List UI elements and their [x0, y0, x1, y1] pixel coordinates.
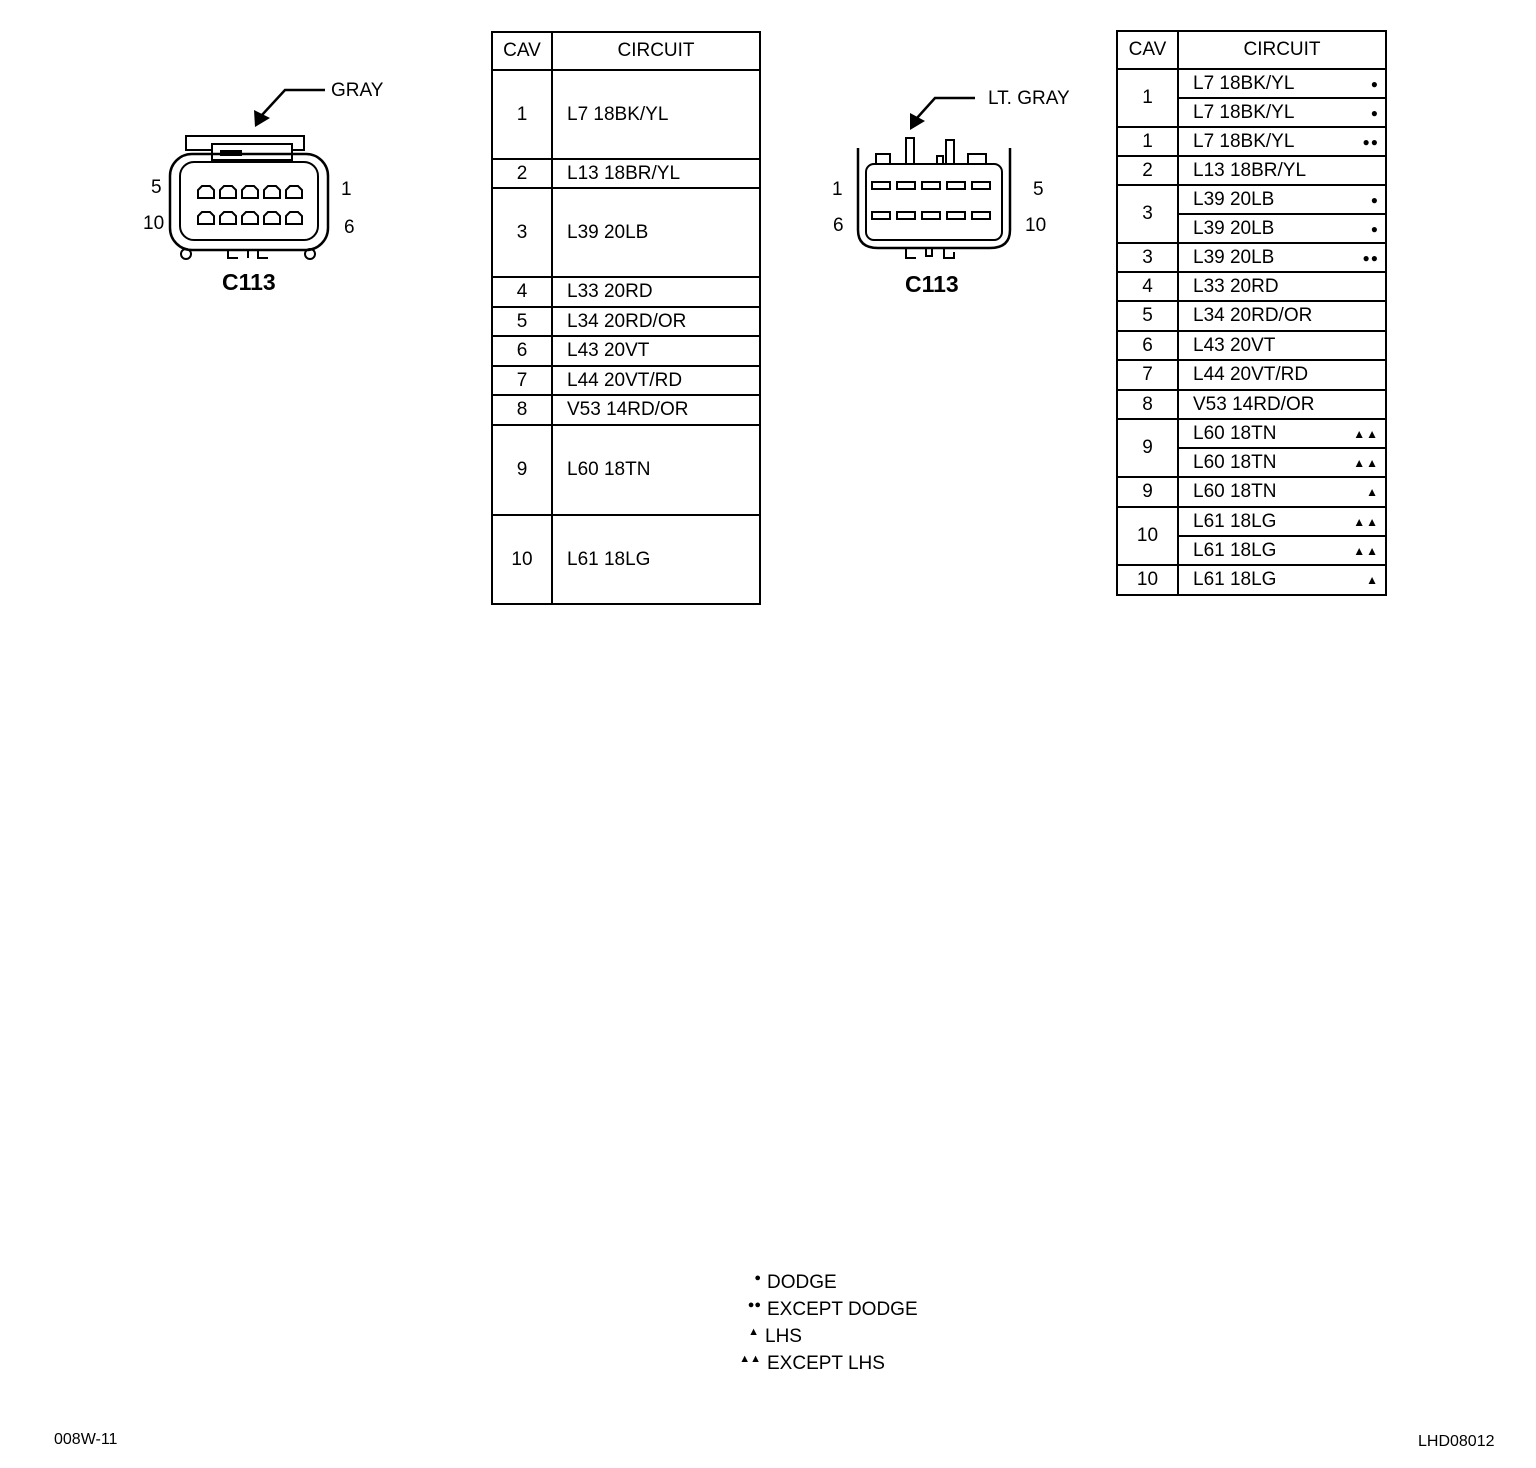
cav-cell: 3 — [492, 188, 552, 277]
circuit-cell — [552, 515, 760, 604]
cav-cell: 9 — [492, 425, 552, 515]
table-row — [1117, 565, 1386, 595]
circuit-cell — [552, 159, 760, 188]
circuit-text: V53 14RD/OR — [567, 399, 689, 420]
cav-cell: 10 — [1117, 565, 1178, 595]
cav-cell: 3 — [1117, 243, 1178, 272]
cav-cell: 1 — [492, 70, 552, 159]
legend-item — [729, 1327, 802, 1346]
table-row — [1117, 69, 1386, 98]
circuit-cell — [552, 307, 760, 336]
cav-cell: 10 — [1117, 507, 1178, 565]
variant-marker-icon: ● — [1370, 76, 1379, 91]
table-row — [492, 336, 760, 366]
circuit-text: L60 18TN — [1193, 451, 1277, 473]
cav-cell: 7 — [492, 366, 552, 395]
table-row — [492, 277, 760, 307]
circuit-text: L60 18TN — [1193, 422, 1277, 444]
connector-right-pin-label: 10 — [1025, 215, 1047, 236]
connector-right-pin-label: 5 — [1033, 179, 1044, 200]
circuit-text: L33 20RD — [567, 281, 653, 302]
connector-right-color-label: LT. GRAY — [988, 88, 1070, 109]
connector-right-name: C113 — [905, 271, 959, 297]
circuit-cell — [1178, 127, 1386, 156]
cav-cell: 4 — [492, 277, 552, 307]
cav-cell: 5 — [1117, 301, 1178, 331]
cav-cell: 3 — [1117, 185, 1178, 243]
table-row — [1117, 156, 1386, 185]
cav-header: CAV — [492, 32, 552, 70]
circuit-text: L7 18BK/YL — [1193, 130, 1295, 152]
circuit-cell — [1178, 390, 1386, 419]
connector-left-pin-label: 5 — [151, 177, 162, 198]
circuit-text: L39 20LB — [1193, 246, 1275, 268]
circuit-cell — [552, 395, 760, 425]
table-row — [1117, 127, 1386, 156]
circuit-cell — [1178, 156, 1386, 185]
cav-cell: 2 — [1117, 156, 1178, 185]
cav-cell: 4 — [1117, 272, 1178, 301]
circuit-cell — [1178, 448, 1386, 477]
circuit-text: L43 20VT — [1193, 334, 1276, 356]
cav-cell: 6 — [1117, 331, 1178, 360]
circuit-text: L34 20RD/OR — [567, 310, 687, 332]
figure-code-right: LHD08012 — [1418, 1433, 1495, 1450]
variant-marker-icon: ▲ — [1366, 573, 1379, 587]
variant-marker-icon: ● — [1370, 221, 1379, 236]
pinout-table-right — [1116, 30, 1387, 596]
circuit-text: L33 20RD — [1193, 275, 1279, 297]
legend-text: EXCEPT DODGE — [767, 1299, 918, 1320]
circuit-cell — [1178, 507, 1386, 536]
table-row — [492, 70, 760, 159]
circuit-cell — [1178, 565, 1386, 595]
circuit-cell — [552, 366, 760, 395]
figure-code-left: 008W-11 — [54, 1431, 118, 1448]
table-row — [1117, 477, 1386, 507]
table-row — [1117, 301, 1386, 331]
table-header-row — [1117, 31, 1386, 69]
variant-marker-icon: ▲▲ — [1353, 514, 1379, 529]
cav-cell: 2 — [492, 159, 552, 188]
legend-symbol: ▲ — [748, 1326, 759, 1338]
circuit-cell — [1178, 301, 1386, 331]
circuit-text: L60 18TN — [567, 459, 651, 480]
circuit-text: L61 18LG — [567, 548, 651, 570]
circuit-cell — [1178, 536, 1386, 565]
table-row — [1117, 507, 1386, 536]
variant-marker-icon: ● — [1370, 192, 1379, 207]
table-row — [1117, 419, 1386, 448]
connector-left-pin-label: 6 — [344, 217, 355, 238]
legend-symbol: ●● — [747, 1299, 761, 1311]
circuit-cell — [1178, 360, 1386, 390]
cav-cell: 1 — [1117, 69, 1178, 127]
legend-text: DODGE — [767, 1272, 837, 1293]
circuit-text: L44 20VT/RD — [1193, 364, 1309, 385]
circuit-text: L39 20LB — [1193, 188, 1275, 210]
circuit-text: L7 18BK/YL — [567, 103, 669, 125]
table-row — [1117, 360, 1386, 390]
cav-cell: 10 — [492, 515, 552, 604]
legend-symbol: ● — [754, 1272, 761, 1284]
legend-item — [731, 1273, 837, 1292]
circuit-text: V53 14RD/OR — [1193, 393, 1315, 415]
circuit-text: L61 18LG — [1193, 510, 1277, 532]
circuit-text: L60 18TN — [1193, 481, 1277, 502]
cav-cell: 7 — [1117, 360, 1178, 390]
cav-cell: 8 — [1117, 390, 1178, 419]
connector-right-pin-label: 6 — [833, 215, 844, 236]
circuit-cell — [552, 336, 760, 366]
cav-cell: 8 — [492, 395, 552, 425]
legend-symbol: ▲▲ — [739, 1353, 761, 1365]
variant-marker-icon: ●● — [1362, 250, 1379, 265]
legend-item — [731, 1354, 885, 1373]
circuit-cell — [1178, 98, 1386, 127]
variant-marker-icon: ▲▲ — [1353, 543, 1379, 558]
circuit-cell — [552, 70, 760, 159]
legend-text: LHS — [765, 1326, 802, 1347]
circuit-cell — [1178, 214, 1386, 243]
circuit-text: L39 20LB — [1193, 217, 1275, 239]
circuit-text: L44 20VT/RD — [567, 369, 683, 391]
table-row — [1117, 272, 1386, 301]
table-row — [492, 307, 760, 336]
variant-marker-icon: ▲▲ — [1353, 426, 1379, 441]
legend-item — [731, 1300, 918, 1319]
circuit-cell — [1178, 185, 1386, 214]
cav-cell: 6 — [492, 336, 552, 366]
circuit-cell — [1178, 477, 1386, 507]
circuit-text: L61 18LG — [1193, 539, 1277, 561]
table-row — [1117, 243, 1386, 272]
circuit-cell — [1178, 419, 1386, 448]
cav-cell: 9 — [1117, 477, 1178, 507]
connector-left-color-label: GRAY — [331, 80, 384, 101]
connector-left-name: C113 — [222, 269, 276, 295]
table-row — [1117, 390, 1386, 419]
connector-right-pin-label: 1 — [832, 179, 843, 200]
circuit-text: L13 18BR/YL — [567, 162, 681, 184]
variant-marker-icon: ●● — [1362, 134, 1379, 149]
variant-marker-icon: ● — [1370, 105, 1379, 120]
circuit-cell — [552, 188, 760, 277]
legend-text: EXCEPT LHS — [767, 1353, 885, 1374]
cav-header: CAV — [1117, 31, 1178, 69]
table-header-row — [492, 32, 760, 70]
circuit-text: L7 18BK/YL — [1193, 101, 1295, 123]
circuit-text: L34 20RD/OR — [1193, 305, 1313, 326]
table-row — [492, 515, 760, 604]
cav-cell: 1 — [1117, 127, 1178, 156]
circuit-cell — [552, 277, 760, 307]
circuit-text: L61 18LG — [1193, 569, 1277, 590]
variant-marker-icon: ▲ — [1366, 485, 1379, 499]
connector-left-pin-label: 10 — [143, 213, 165, 234]
table-row — [1117, 331, 1386, 360]
circuit-cell — [1178, 331, 1386, 360]
circuit-text: L39 20LB — [567, 221, 649, 243]
circuit-cell — [1178, 69, 1386, 98]
table-row — [492, 188, 760, 277]
circuit-cell — [1178, 272, 1386, 301]
table-row — [492, 366, 760, 395]
table-row — [492, 395, 760, 425]
connector-left-pin-label: 1 — [341, 179, 352, 200]
circuit-text: L43 20VT — [567, 340, 650, 361]
variant-marker-icon: ▲▲ — [1353, 455, 1379, 470]
table-row — [492, 159, 760, 188]
circuit-header: CIRCUIT — [1178, 31, 1386, 69]
table-row — [492, 425, 760, 515]
circuit-text: L7 18BK/YL — [1193, 72, 1295, 94]
circuit-text: L13 18BR/YL — [1193, 159, 1307, 181]
circuit-cell — [552, 425, 760, 515]
cav-cell: 5 — [492, 307, 552, 336]
circuit-cell — [1178, 243, 1386, 272]
table-row — [1117, 185, 1386, 214]
cav-cell: 9 — [1117, 419, 1178, 477]
pinout-table-left — [491, 31, 761, 605]
circuit-header: CIRCUIT — [552, 32, 760, 70]
